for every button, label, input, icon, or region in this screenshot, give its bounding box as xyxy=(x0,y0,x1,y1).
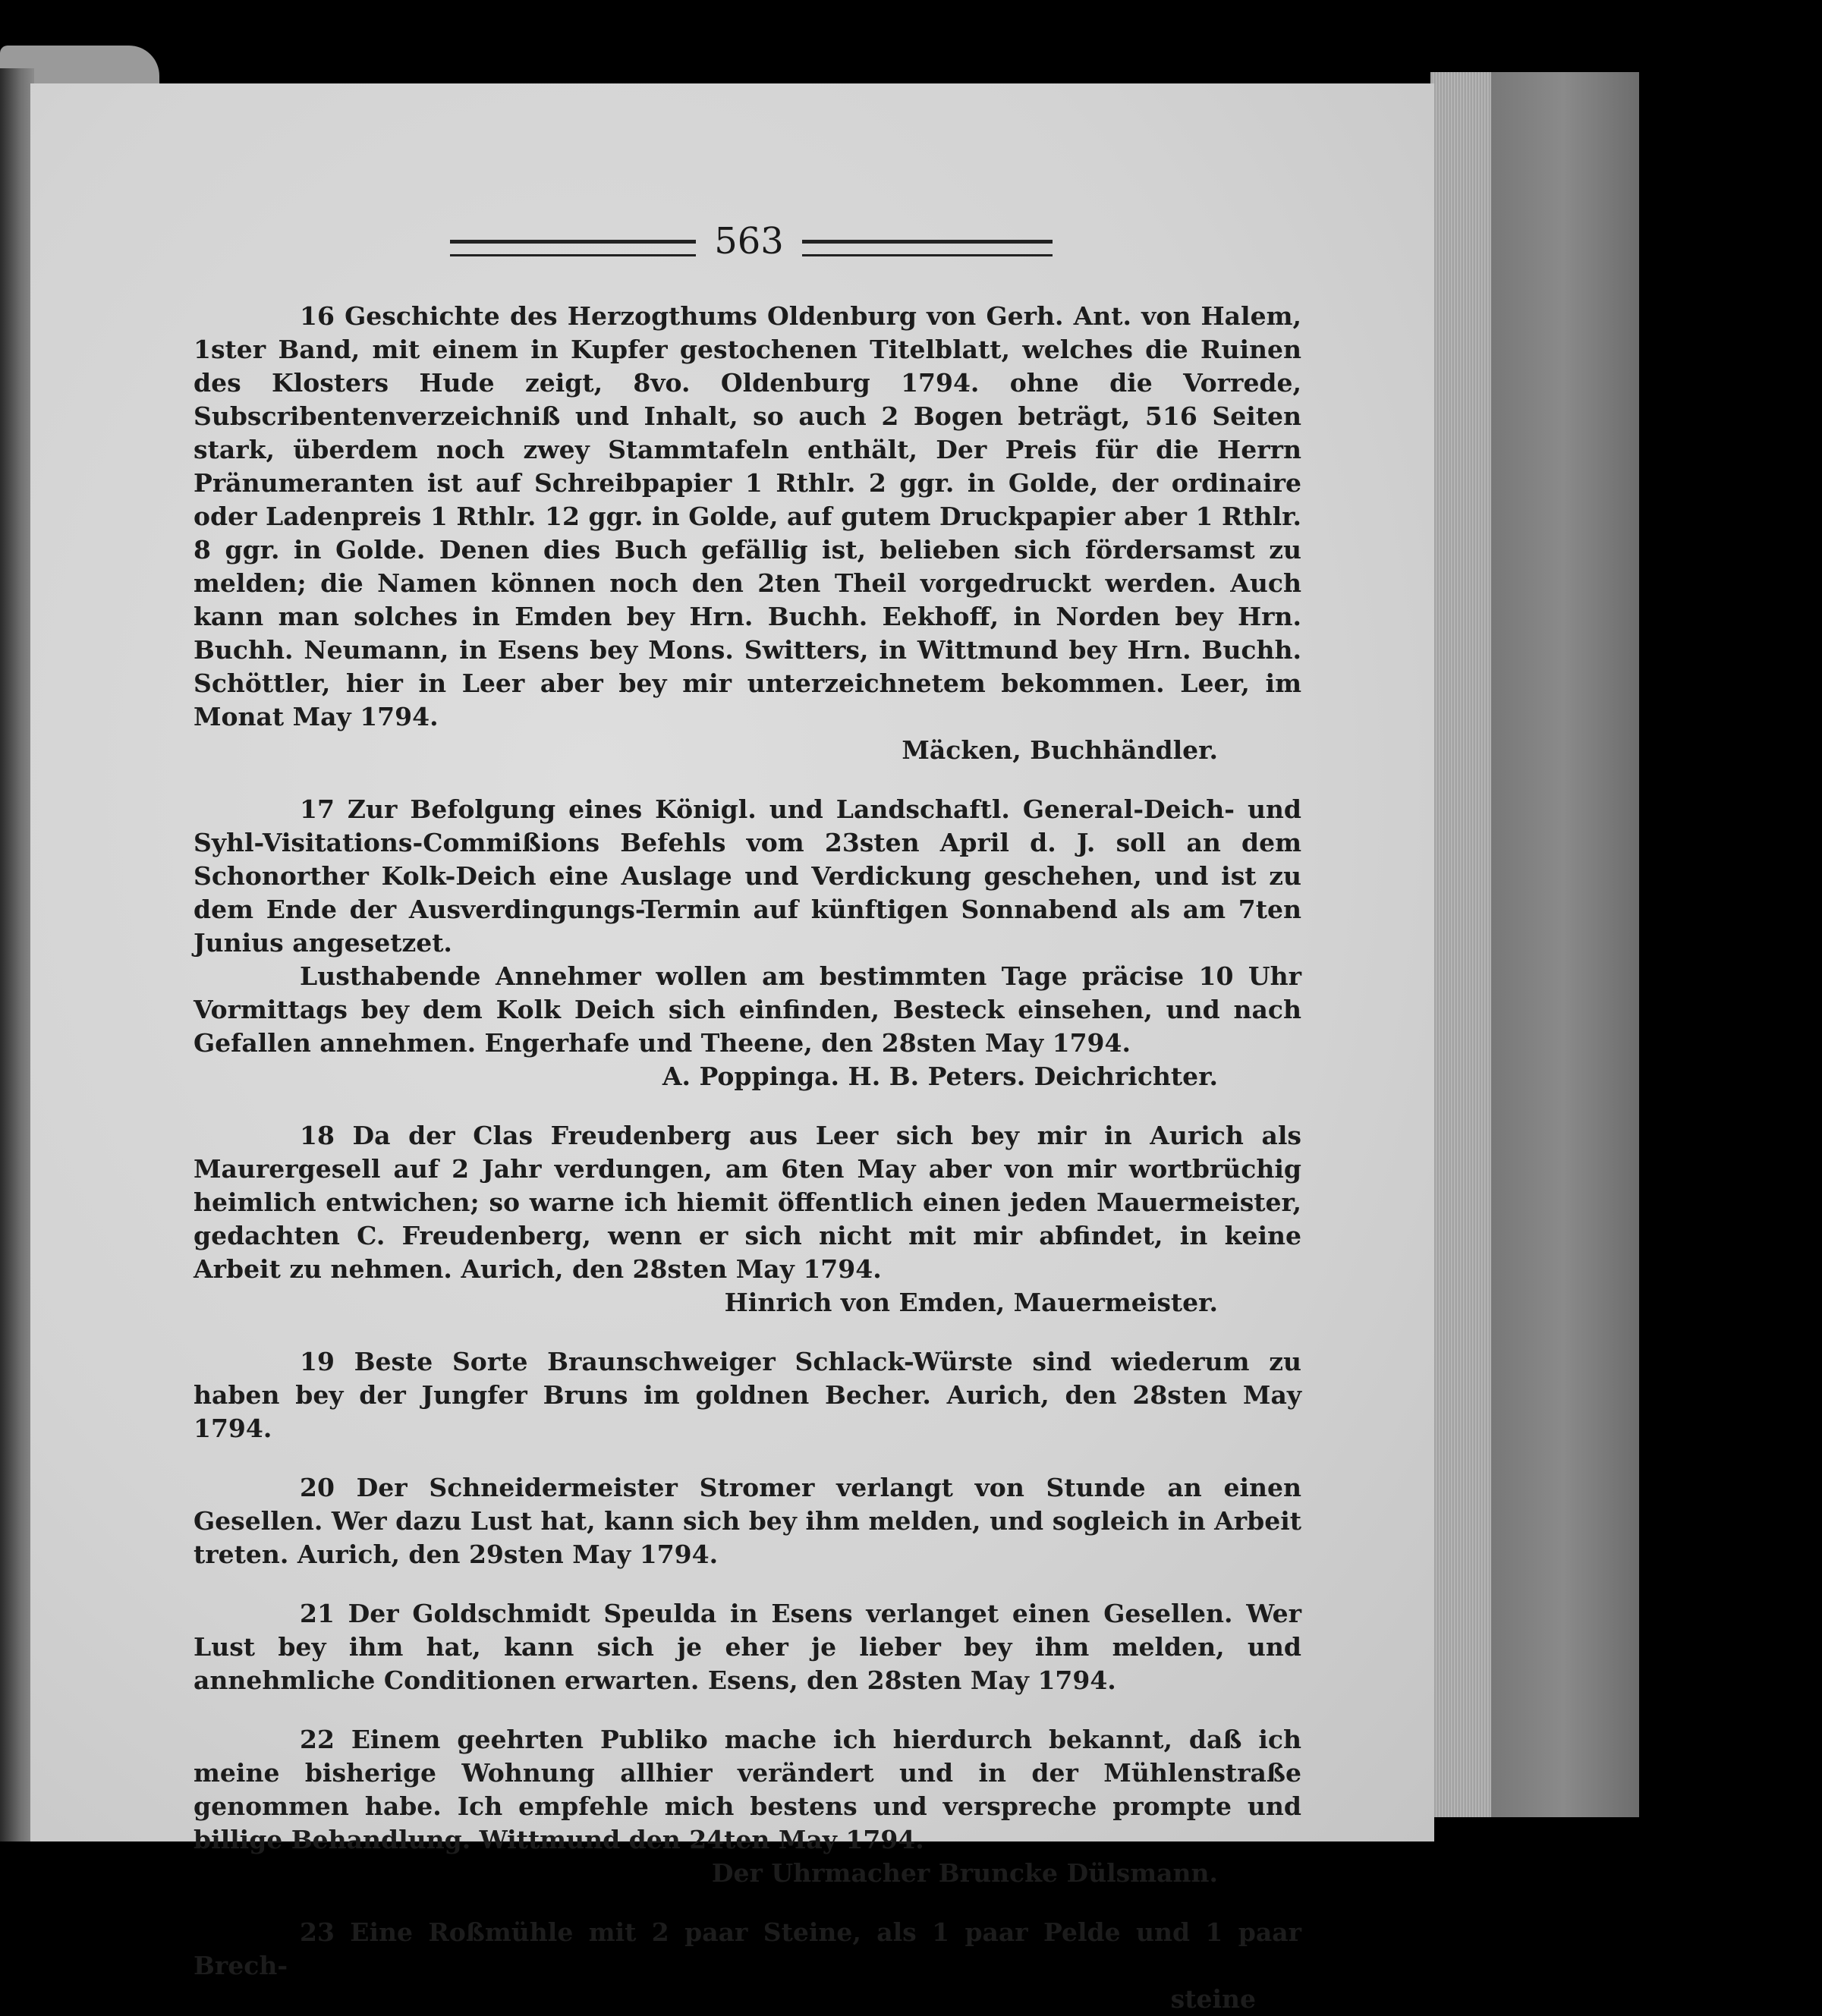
notice-signature: Mäcken, Buchhändler. xyxy=(902,735,1218,765)
notice-23 xyxy=(194,1916,1301,2016)
page-body xyxy=(194,300,1301,2016)
notice-signature: Der Uhrmacher Bruncke Dülsmann. xyxy=(711,1858,1218,1888)
page-header xyxy=(30,220,1434,264)
notice-21 xyxy=(194,1597,1301,1697)
notice-signature: A. Poppinga. H. B. Peters. Deichrichter. xyxy=(662,1061,1218,1091)
notice-16 xyxy=(194,300,1301,767)
notice-20 xyxy=(194,1471,1301,1571)
notice-text: 23 Eine Roßmühle mit 2 paar Steine, als 1 paar Pelde und 1 paar Brech- xyxy=(194,1917,1301,1980)
notice-text: 16 Geschichte des Herzogthums Oldenburg von Gerh. Ant. von Halem, 1ster Band, mit einem in Kupfer gestochenen Titelblatt, welches die Ruinen des Klosters Hude zeigt, 8vo. Oldenburg 1794. ohne die Vorrede, Subscribentenverzeichniß und Inhalt, so auch 2 Bogen beträgt, 516 Seiten stark, überdem noch zwey Stammtafeln enthält, Der Preis für die Herrn Pränumeranten ist auf Schreibpapier 1 Rthlr. 2 ggr. in Golde, der ordinaire oder Ladenpreis 1 Rthlr. 12 ggr. in Golde, auf gutem Druckpapier aber 1 Rthlr. 8 ggr. in Golde. Denen dies Buch gefällig ist, belieben sich fördersamst zu melden; die Namen können noch den 2ten Theil vorgedruckt werden. Auch kann man solches in Emden bey Hrn. Buchh. Eekhoff, in Norden bey Hrn. Buchh. Neumann, in Esens bey Mons. Switters, in Wittmund bey Hrn. Buchh. Schöttler, hier in Leer aber bey mir unterzeichnetem bekommen. Leer, im Monat May 1794. xyxy=(194,301,1301,731)
notice-signature: Hinrich von Emden, Mauermeister. xyxy=(724,1288,1218,1317)
header-rule-right xyxy=(802,240,1053,256)
notice-18 xyxy=(194,1119,1301,1319)
notice-text: 22 Einem geehrten Publiko mache ich hierdurch bekannt, daß ich meine bisherige Wohnung allhier verändert und in der Mühlenstraße genommen habe. Ich empfehle mich bestens und verspreche prompte und billige Behandlung. Wittmund den 24ten May 1794. xyxy=(194,1725,1301,1854)
page-number: 563 xyxy=(714,220,784,263)
notice-17 xyxy=(194,793,1301,1093)
catchword: steine xyxy=(1170,1984,1256,2014)
header-rule-left xyxy=(450,240,696,256)
notice-text: 19 Beste Sorte Braunschweiger Schlack-Würste sind wiederum zu haben bey der Jungfer Bruns im goldnen Becher. Aurich, den 28sten May 1794. xyxy=(194,1347,1301,1443)
notice-text-continued: Lusthabende Annehmer wollen am bestimmten Tage präcise 10 Uhr Vormittags bey dem Kolk Deich sich einfinden, Besteck einsehen, und nach Gefallen annehmen. Engerhafe und Theene, den 28sten May 1794. xyxy=(194,961,1301,1058)
left-page-gutter xyxy=(0,68,34,1841)
notice-text: 21 Der Goldschmidt Speulda in Esens verlanget einen Gesellen. Wer Lust bey ihm hat, kann sich je eher je lieber bey ihm melden, und annehmliche Conditionen erwarten. Esens, den 28sten May 1794. xyxy=(194,1599,1301,1695)
document-page xyxy=(30,83,1434,2014)
notice-text: 20 Der Schneidermeister Stromer verlangt von Stunde an einen Gesellen. Wer dazu Lust hat, kann sich bey ihm melden, und sogleich in Arbeit treten. Aurich, den 29sten May 1794. xyxy=(194,1473,1301,1569)
notice-text: 18 Da der Clas Freudenberg aus Leer sich bey mir in Aurich als Maurergesell auf 2 Jahr verdungen, am 6ten May aber von mir wortbrüchig heimlich entwichen; so warne ich hiemit öffentlich einen jeden Mauermeister, gedachten C. Freudenberg, wenn er sich nicht mit mir abfindet, in keine Arbeit zu nehmen. Aurich, den 28sten May 1794. xyxy=(194,1121,1301,1284)
notice-22 xyxy=(194,1723,1301,1890)
book-cover-edge xyxy=(1487,72,1639,1817)
notice-text: 17 Zur Befolgung eines Königl. und Landschaftl. General-Deich- und Syhl-Visitations-Commißions Befehls vom 23sten April d. J. soll an dem Schonorther Kolk-Deich eine Auslage und Verdickung geschehen, und ist zu dem Ende der Ausverdingungs-Termin auf künftigen Sonnabend als am 7ten Junius angesetzet. xyxy=(194,794,1301,958)
notice-19 xyxy=(194,1345,1301,1445)
page-fore-edge xyxy=(1430,72,1491,1817)
